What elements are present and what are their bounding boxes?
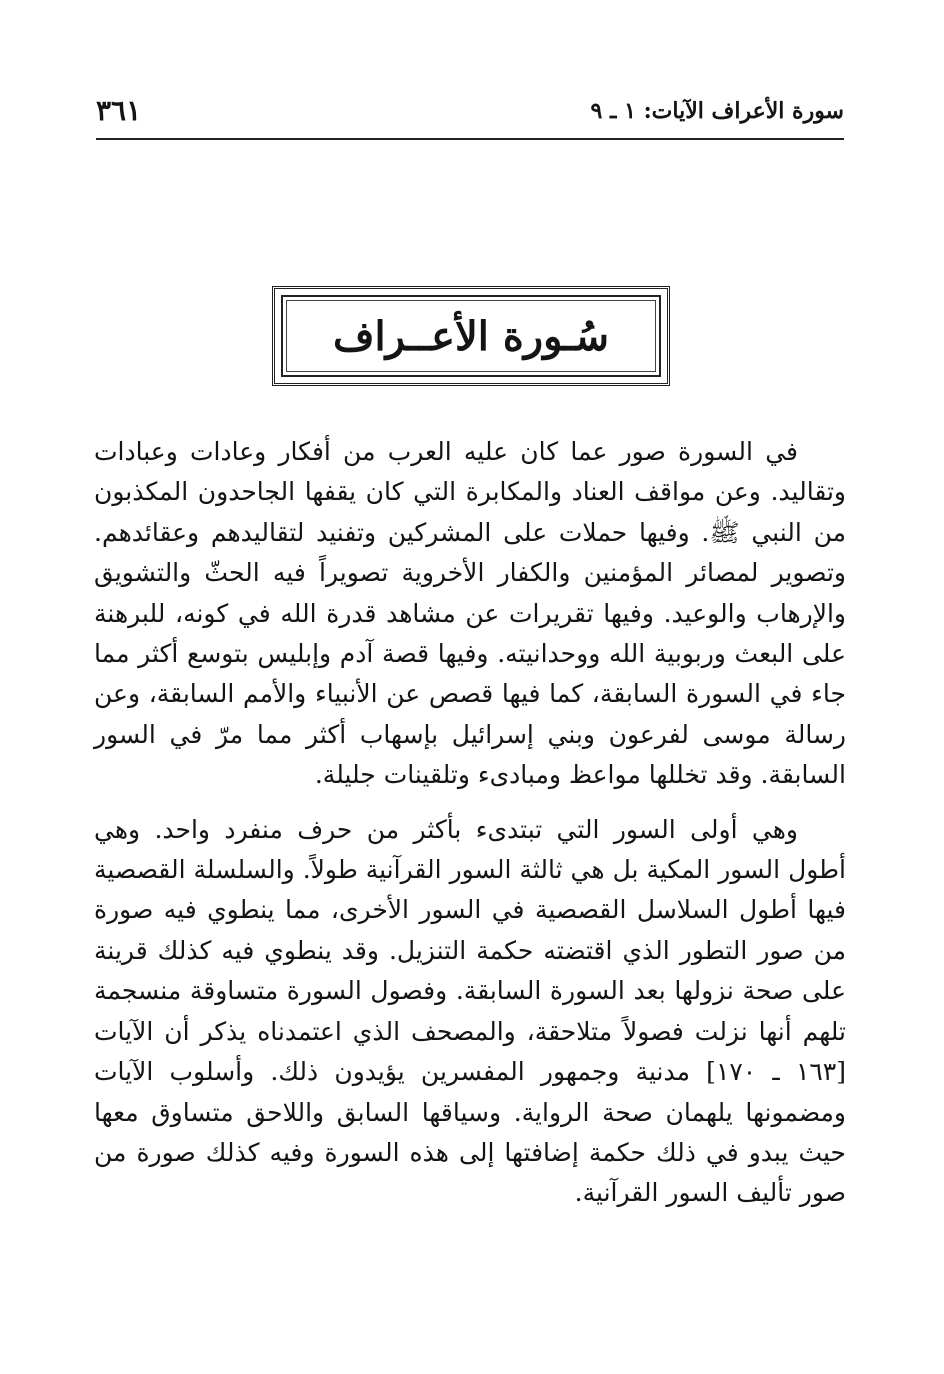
- surah-title: سُـورة الأعــراف: [333, 312, 609, 360]
- paragraph-1: في السورة صور عما كان عليه العرب من أفكار وعادات وعبادات وتقاليد. وعن مواقف العناد والمكابرة التي كان يقفها الجاحدون المكذبون من النبي ﷺ. وفيها حملات على المشركين وتفنيد لتقاليدهم وعقائدهم. وتصوير لمصائر المؤمنين والكفار الأخروية تصويراً فيه الحثّ والتشويق والإرهاب والوعيد. وفيها تقريرات عن مشاهد قدرة الله في كونه، للبرهنة على البعث وربوبية الله ووحدانيته. وفيها قصة آدم وإبليس بتوسع أكثر مما جاء في السورة السابقة، كما فيها قصص عن الأنبياء والأمم السابقة، وعن رسالة موسى لفرعون وبني إسرائيل بإسهاب أكثر مما مرّ في السور السابقة. وقد تخللها مواعظ ومبادىء وتلقينات جليلة.: [94, 437, 846, 790]
- paragraph-2: وهي أولى السور التي تبتدىء بأكثر من حرف منفرد واحد. وهي أطول السور المكية بل هي ثالثة السور القرآنية طولاً. والسلسلة القصصية فيها أطول السلاسل القصصية في السور الأخرى، مما ينطوي فيه صورة من صور التطور الذي اقتضته حكمة التنزيل. وقد ينطوي فيه كذلك قرينة على صحة نزولها بعد السورة السابقة. وفصول السورة متساوقة منسجمة تلهم أنها نزلت فصولاً متلاحقة، والمصحف الذي اعتمدناه يذكر أن الآيات [١٦٣ ـ ١٧٠] مدنية وجمهور المفسرين يؤيدون ذلك. وأسلوب الآيات ومضمونها يلهمان صحة الرواية. وسياقها السابق واللاحق متساوق معها حيث يبدو في ذلك حكمة إضافتها إلى هذه السورة وفيه كذلك صورة من صور تأليف السور القرآنية.: [94, 814, 847, 1208]
- surah-title-frame: [272, 286, 670, 386]
- header-divider: [96, 138, 844, 140]
- page-header: [96, 92, 844, 132]
- surah-title-inner-border: [281, 295, 661, 377]
- page-number: ٣٦١: [96, 94, 142, 127]
- introduction-text: [94, 432, 846, 1214]
- running-title: سورة الأعراف الآيات: ١ ـ ٩: [590, 98, 844, 124]
